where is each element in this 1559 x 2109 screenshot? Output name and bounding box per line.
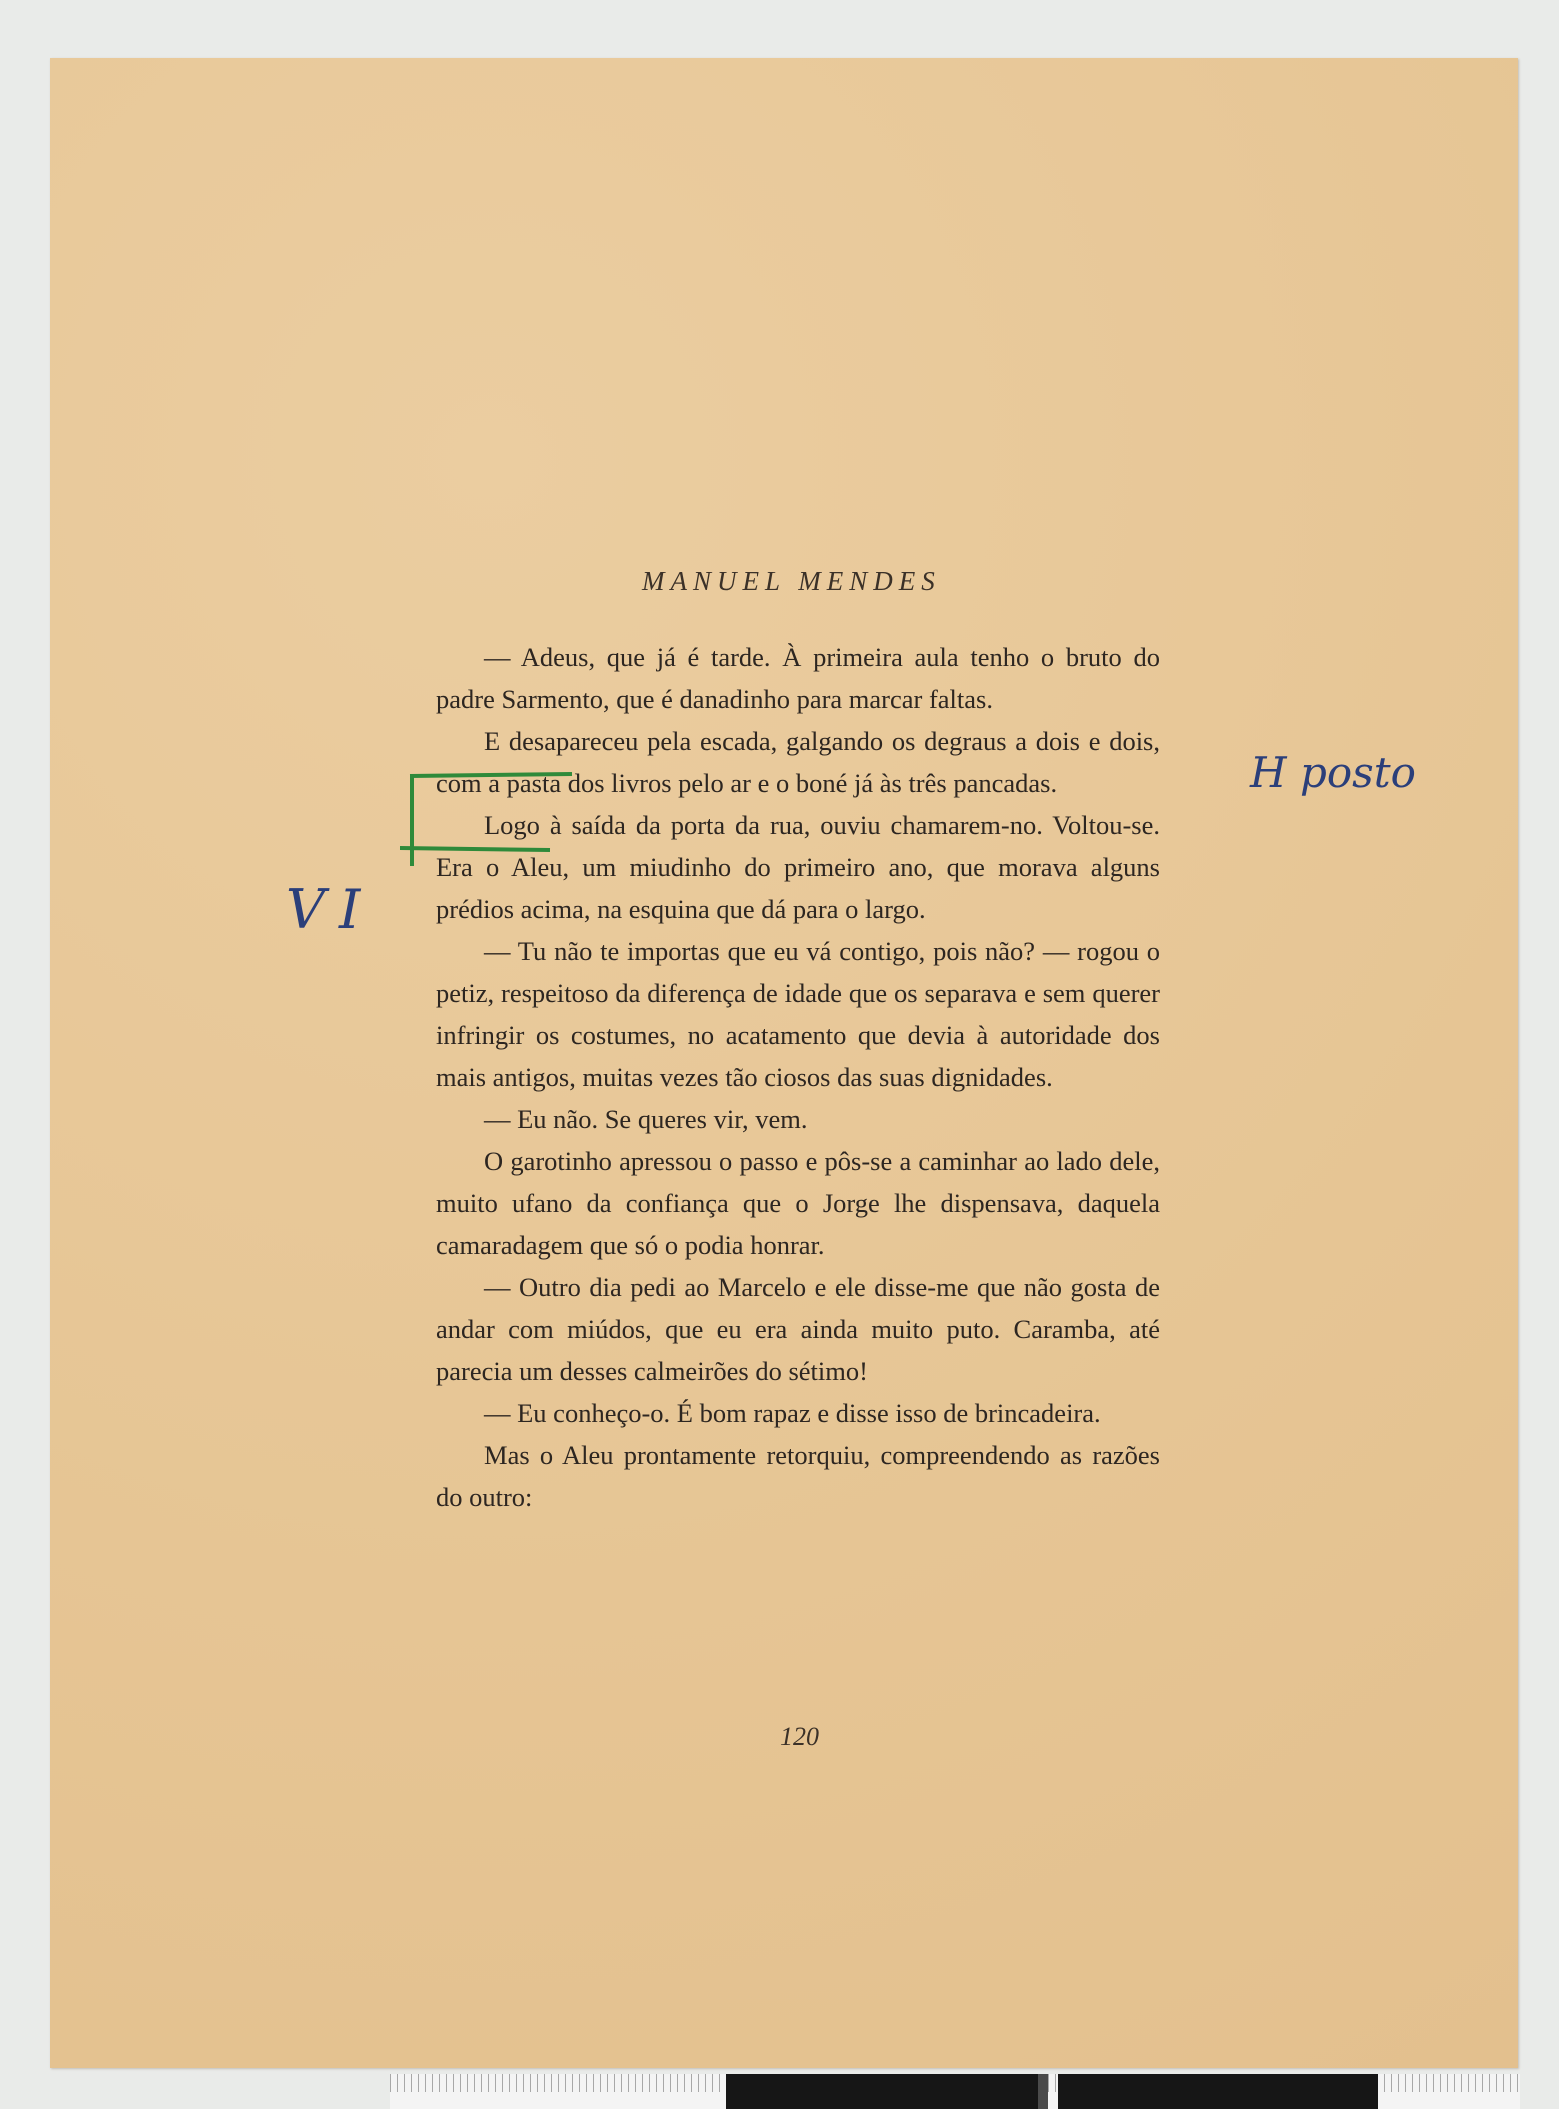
ruler-black-block bbox=[1058, 2074, 1378, 2109]
page-number: 120 bbox=[780, 1722, 819, 1751]
document-page bbox=[50, 58, 1518, 2068]
paragraph: — Tu não te importas que eu vá contigo, pois não? — rogou o petiz, respeitoso da diferença de idade que os separava e sem querer infringir os costumes, no acatamento que devia à autoridade dos mais antigos, muitas vezes tão ciosos das suas dignidades. bbox=[436, 936, 1160, 1092]
margin-handwriting-right: H posto bbox=[1250, 748, 1416, 797]
paragraph: E desapareceu pela escada, galgando os degraus a dois e dois, com a pasta dos livros pelo ar e o boné já às três pancadas. bbox=[436, 726, 1160, 798]
paragraph: O garotinho apressou o passo e pôs-se a caminhar ao lado dele, muito ufano da confiança que o Jorge lhe dispensava, daquela camaradagem que só o podia honrar. bbox=[436, 1146, 1160, 1260]
ruler-gray-block bbox=[1038, 2074, 1048, 2109]
paragraph: — Outro dia pedi ao Marcelo e ele disse-me que não gosta de andar com miúdos, que eu era ainda muito puto. Caramba, até parecia um desses calmeirões do sétimo! bbox=[436, 1272, 1160, 1386]
margin-handwriting-left: VI bbox=[286, 878, 375, 941]
body-text bbox=[436, 636, 1160, 1518]
running-header-author: MANUEL MENDES bbox=[642, 566, 941, 596]
paragraph: Mas o Aleu prontamente retorquiu, compreendendo as razões do outro: bbox=[436, 1440, 1160, 1512]
paragraph: — Eu conheço-o. É bom rapaz e disse isso de brincadeira. bbox=[484, 1398, 1101, 1428]
paragraph: — Eu não. Se queres vir, vem. bbox=[484, 1104, 808, 1134]
paragraph: Logo à saída da porta da rua, ouviu chamarem-no. Voltou-se. Era o Aleu, um miudinho do primeiro ano, que morava alguns prédios acima, na esquina que dá para o largo. bbox=[436, 810, 1160, 924]
scale-ruler bbox=[390, 2074, 1520, 2109]
ruler-black-block bbox=[726, 2074, 1038, 2109]
paragraph: — Adeus, que já é tarde. À primeira aula tenho o bruto do padre Sarmento, que é danadinho para marcar faltas. bbox=[436, 642, 1160, 714]
